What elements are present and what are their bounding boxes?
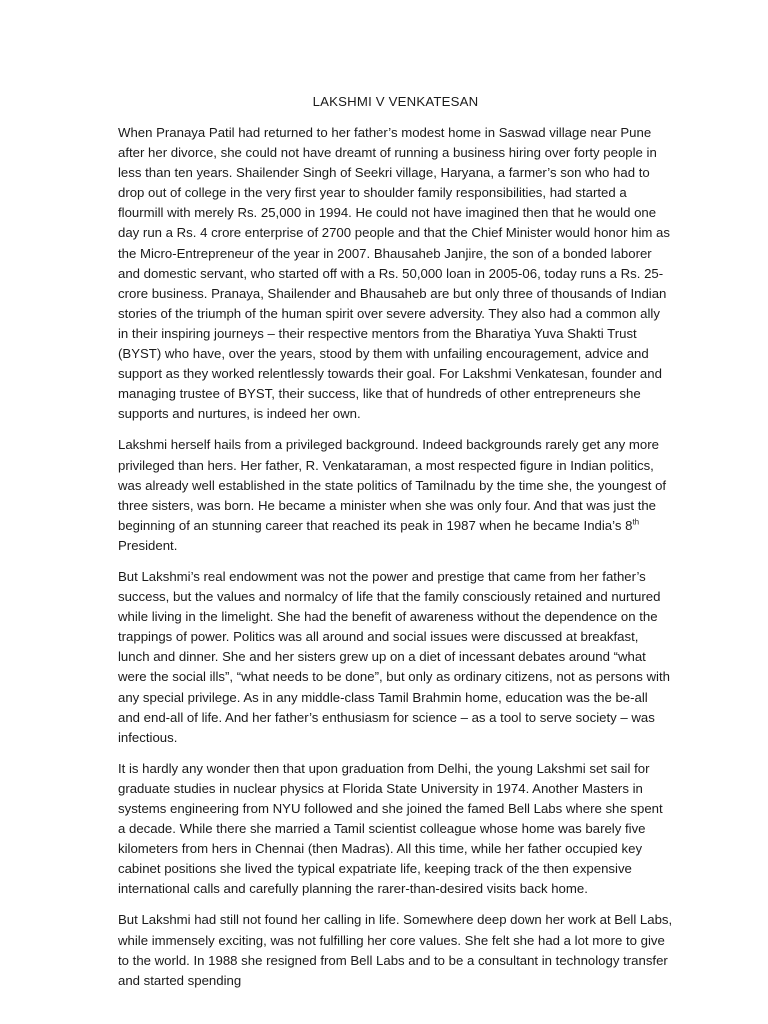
paragraph-2-tail: President. [118,537,178,553]
document-title: LAKSHMI V VENKATESAN [312,94,479,109]
paragraph-2-text: Lakshmi herself hails from a privileged background. Indeed backgrounds rarely get any more privileged than hers. Her father, R. Venkataraman, a most respected figure in Indian politics, was already well established in the state politics of Tamilnadu by the time she, the youngest of three sisters, was born. He became a minister when she was only four. And that was just the beginning of an stunning career that reached its peak in 1987 when he became India’s 8 [118,437,667,533]
ordinal-superscript: th [632,517,640,527]
paragraph-2 [118,435,673,556]
document-body [118,94,673,1002]
paragraph-5: But Lakshmi had still not found her calling in life. Somewhere deep down her work at Bell Labs, while immensely exciting, was not fulfilling her core values. She felt she had a lot more to give to the world. In 1988 she resigned from Bell Labs and to be a consultant in technology transfer and started spending [118,912,673,988]
paragraph-1: When Pranaya Patil had returned to her father’s modest home in Saswad village near Pune after her divorce, she could not have dreamt of running a business hiring over forty people in less than ten years. Shailender Singh of Seekri village, Haryana, a farmer’s son who had to drop out of college in the very first year to shoulder family responsibilities, had started a flourmill with merely Rs. 25,000 in 1994. He could not have imagined then that he would one day run a Rs. 4 crore enterprise of 2700 people and that the Chief Minister would honor him as the Micro-Entrepreneur of the year in 2007. Bhausaheb Janjire, the son of a bonded laborer and domestic servant, who started off with a Rs. 50,000 loan in 2005-06, today runs a Rs. 25-crore business. Pranaya, Shailender and Bhausaheb are but only three of thousands of Indian stories of the triumph of the human spirit over severe adversity. They also had a common ally in their inspiring journeys – their respective mentors from the Bharatiya Yuva Shakti Trust (BYST) who have, over the years, stood by them with unfailing encouragement, advice and support as they worked relentlessly towards their goal. For Lakshmi Venkatesan, founder and managing trustee of BYST, their success, like that of hundreds of other entrepreneurs she supports and nurtures, is indeed her own. [118,125,670,422]
paragraph-4: It is hardly any wonder then that upon graduation from Delhi, the young Lakshmi set sail for graduate studies in nuclear physics at Florida State University in 1974. Another Masters in systems engineering from NYU followed and she joined the famed Bell Labs where she spent a decade. While there she married a Tamil scientist colleague whose home was barely five kilometers from hers in Chennai (then Madras). All this time, while her father occupied key cabinet positions she lived the typical expatriate life, keeping track of the then expensive international calls and carefully planning the rarer-than-desired visits back home. [118,760,663,897]
paragraph-3: But Lakshmi’s real endowment was not the power and prestige that came from her father’s success, but the values and normalcy of life that the family consciously retained and nurtured while living in the limelight. She had the benefit of awareness without the dependence on the trappings of power. Politics was all around and social issues were discussed at breakfast, lunch and dinner. She and her sisters grew up on a diet of incessant debates around “what were the social ills”, “what needs to be done”, but only as ordinary citizens, not as persons with any special privilege. As in any middle-class Tamil Brahmin home, education was the be-all and end-all of life. And her father’s enthusiasm for science – as a tool to serve society – was infectious. [118,568,670,745]
